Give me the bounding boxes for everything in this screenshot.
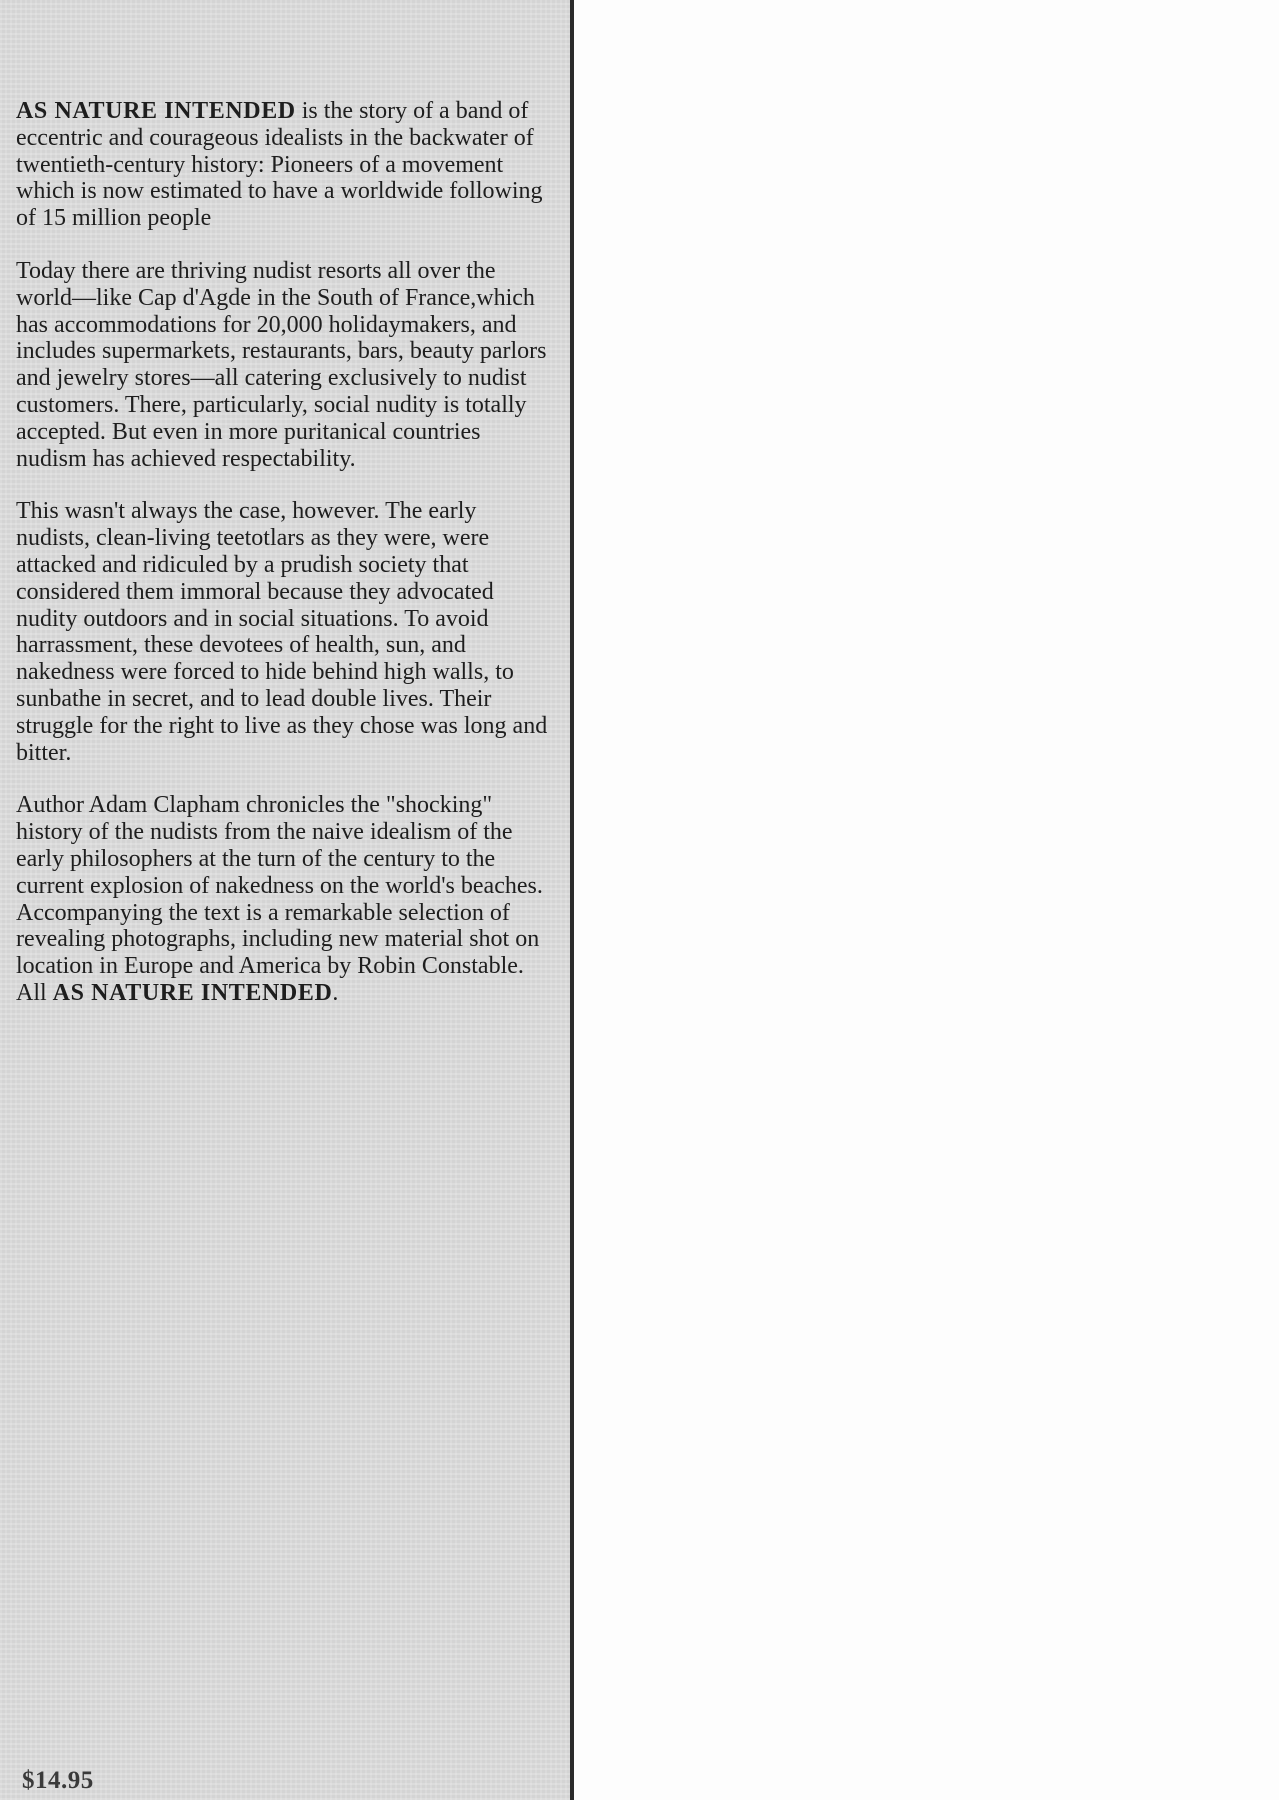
blurb-paragraph-4 [16,792,556,1006]
paragraph-text: This wasn't always the case, however. The early nudists, clean-living teetotlars as they were, were attacked and ridiculed by a prudish society that considered them immoral because they advocated nudity outdoors and in social situations. To avoid harrassment, these devotees of health, sun, and nakedness were forced to hide behind high walls, to sunbathe in secret, and to lead double lives. Their struggle for the right to live as they chose was long and bitter. [16,498,548,766]
blurb-paragraph-3 [16,498,556,766]
price-label: $14.95 [22,1767,94,1794]
jacket-flap [0,0,570,1800]
blank-page [574,0,1279,1800]
blurb-text [16,98,556,1033]
blurb-paragraph-2 [16,258,556,472]
book-title-tail: AS NATURE INTENDED [52,979,333,1006]
paragraph-end: . [332,979,339,1006]
paragraph-text: is the story of a band of eccentric and courageous idealists in the backwater of twentieth-century history: Pioneers of a movement which is now estimated to have a worldwide following of 15 million people [16,98,543,232]
blurb-paragraph-1 [16,98,556,232]
paragraph-text: Author Adam Clapham chronicles the "shocking" history of the nudists from the naive idealism of the early philosophers at the turn of the century to the current explosion of nakedness on the world's beaches. Accompanying the text is a remarkable selection of revealing photographs, including new material shot on location in Europe and America by Robin Constable. All [16,792,543,1006]
book-title-lead: AS NATURE INTENDED [16,98,296,124]
paragraph-text: Today there are thriving nudist resorts all over the world—like Cap d'Agde in the South of France,which has accommodations for 20,000 holidaymakers, and includes supermarkets, restaurants, bars, beauty parlors and jewelry stores—all catering exclusively to nudist customers. There, particularly, social nudity is totally accepted. But even in more puritanical countries nudism has achieved respectability. [16,257,547,472]
